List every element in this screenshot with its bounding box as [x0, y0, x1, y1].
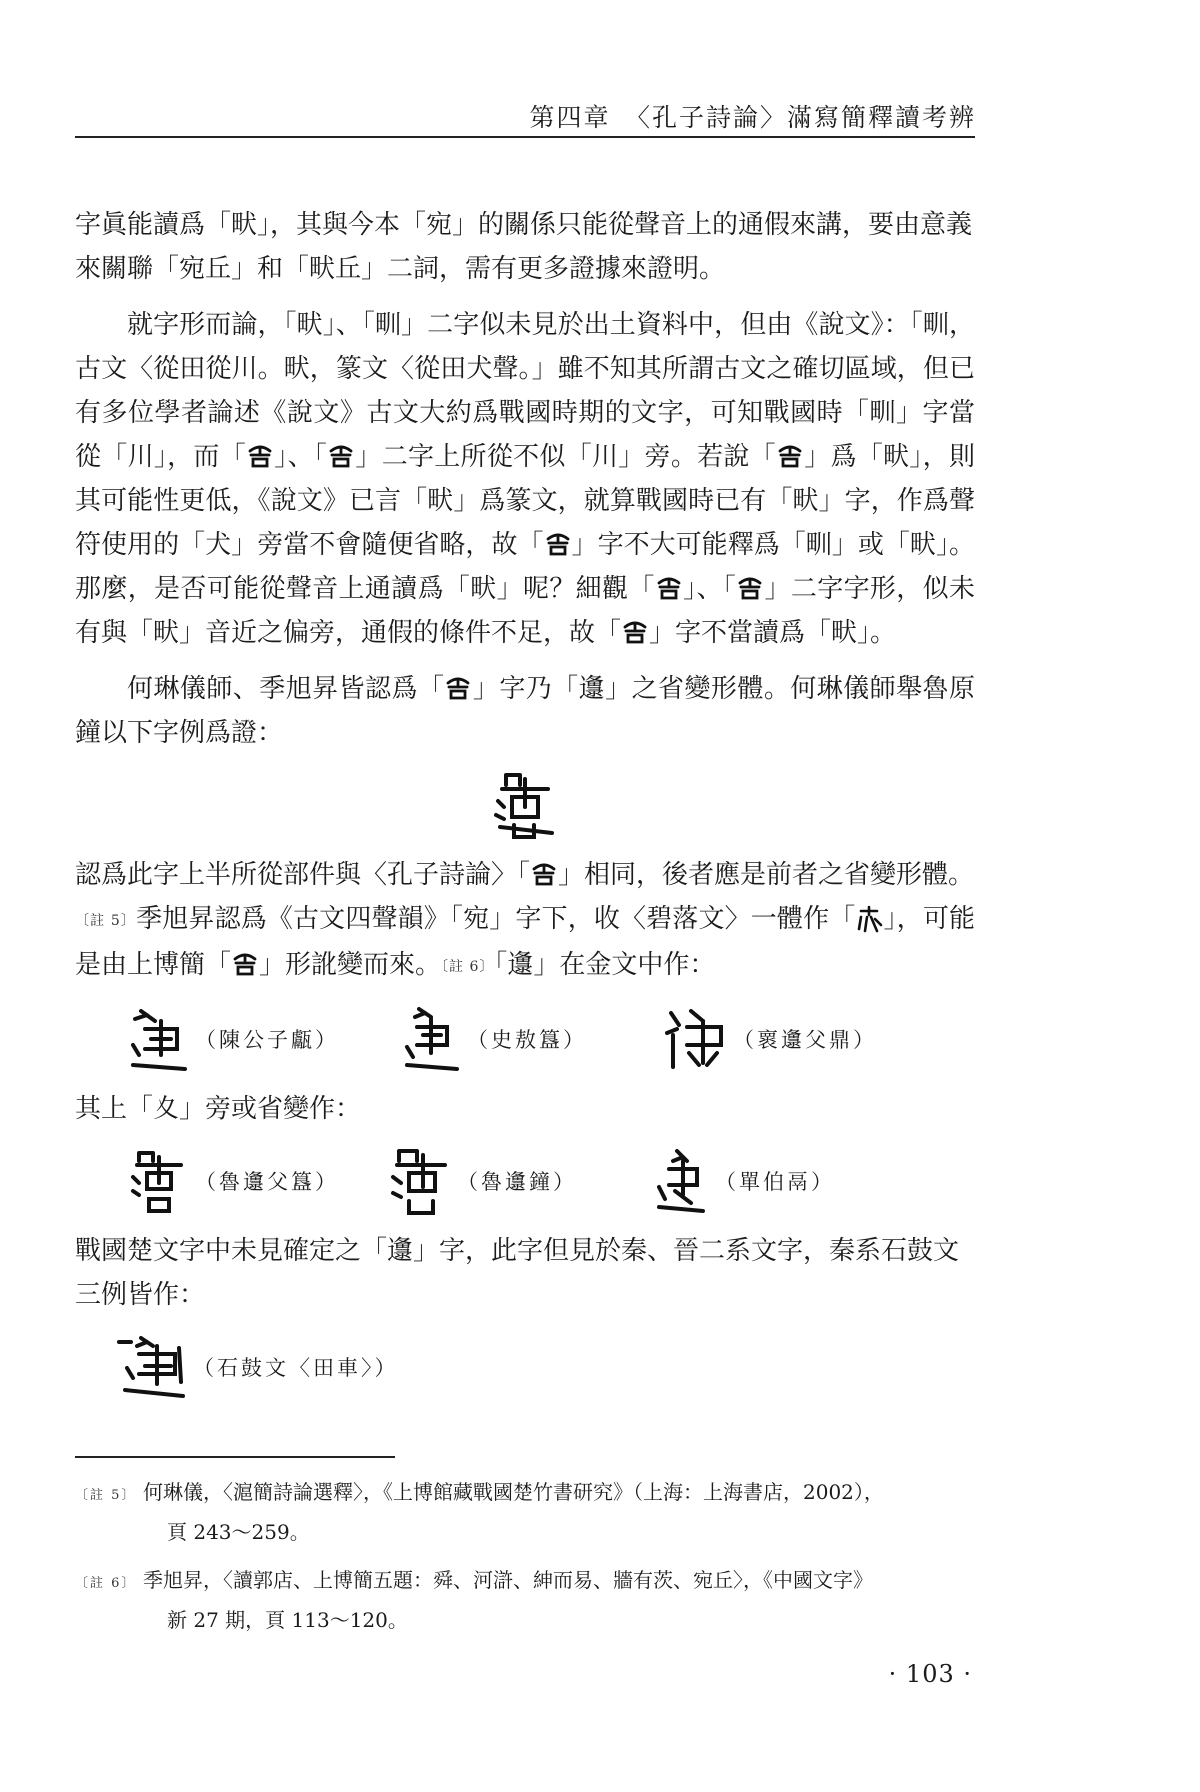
slip-glyph-image	[621, 619, 649, 645]
glyph-example: （石鼓文〈田車〉）	[117, 1332, 399, 1404]
glyph-example: （魯邍父簋）	[127, 1147, 339, 1217]
slip-glyph-image	[736, 575, 764, 601]
bilou-glyph-image	[855, 905, 883, 931]
main-text	[75, 203, 975, 1415]
footnotes	[75, 1474, 975, 1650]
slip-glyph-image	[530, 861, 558, 887]
bronze-glyph-image	[490, 767, 560, 843]
glyph-example: （陳公子甗）	[127, 1005, 339, 1075]
paragraph-6: 戰國楚文字中未見確定之「邍」字，此字但見於秦、晉二系文字，秦系石鼓文 三例皆作：	[75, 1236, 960, 1310]
glyph-example: （褱邍父鼎）	[663, 1005, 877, 1075]
footnote-tag: 〔註 6〕	[75, 1576, 137, 1591]
slip-glyph-image	[444, 675, 472, 701]
glyph-example: （單伯鬲）	[653, 1147, 835, 1217]
page-number: · 103 ·	[888, 1660, 972, 1688]
paragraph-5: 其上「夊」旁或省變作：	[75, 1094, 362, 1124]
glyph-example: （魯邍鐘）	[389, 1147, 577, 1217]
footnote-ref-6[interactable]: 〔註 6〕	[441, 959, 495, 975]
bronze-glyph-image	[401, 1005, 463, 1075]
slip-glyph-image	[231, 951, 259, 977]
footnote-5: 〔註 5〕 何琳儀，〈滬簡詩論選釋〉，《上博館藏戰國楚竹書研究》（上海：上海書店，2002）， 頁 243～259。	[75, 1480, 884, 1544]
stone-drum-glyph-image	[117, 1332, 189, 1404]
slip-glyph-image	[327, 443, 355, 469]
bronze-glyph-image	[663, 1005, 729, 1075]
running-header: 第四章 〈孔子詩論〉滿寫簡釋讀考辨	[529, 103, 976, 132]
paragraph-3: 何琳儀師、季旭昇皆認爲「 」字乃「邍」之省變形體。何琳儀師舉魯原鐘以下字例爲證：	[75, 674, 975, 748]
slip-glyph-image	[655, 575, 683, 601]
bronze-glyph-image	[127, 1147, 191, 1217]
reduced-forms-row	[75, 1143, 975, 1221]
footnote-rule	[75, 1456, 395, 1458]
bronze-glyph-image	[653, 1147, 711, 1217]
slip-glyph-image	[544, 531, 572, 557]
paragraph-2: 就字形而論，「畎」、「甽」二字似未見於出土資料中，但由《說文》：「甽，古文〈從田從川。畎，篆文〈從田犬聲。」雖不知其所謂古文之確切區域，但已有多位學者論述《說文》古文大約爲戰國時期的文字，可知戰國時「甽」字當從「川」，而「 」、「 」二字上所從不似「川」旁。若說「 」爲「畎」，則其可能性更低，《說文》已言「畎」爲篆文，就算戰國時已有「畎」字，作爲聲符使用的「犬」旁當不會隨便省略，故「 」字不大可能釋爲「甽」或「畎」。那麼，是否可能從聲音上通讀爲「畎」呢？細觀「 」、「 」二字字形，似未有與「畎」音近之偏旁，通假的條件不足，故「 」字不當讀爲「畎」。	[75, 310, 975, 648]
stone-drum-row	[75, 1329, 975, 1407]
glyph-example: （史敖簋）	[401, 1005, 587, 1075]
header-rule	[75, 136, 975, 138]
slip-glyph-image	[776, 443, 804, 469]
footnote-6: 〔註 6〕 季旭昇，〈讀郭店、上博簡五題：舜、河滸、紳而易、牆有茨、宛丘〉，《中國文字》 新 27 期，頁 113～120。	[75, 1568, 873, 1632]
bronze-glyph-image	[127, 1005, 191, 1075]
lu-yuan-bell-glyph	[75, 767, 975, 843]
slip-glyph-image	[246, 443, 274, 469]
paragraph-1: 字眞能讀爲「畎」，其與今本「宛」的關係只能從聲音上的通假來講，要由意義 來關聯「宛丘」和「畎丘」二詞，需有更多證據來證明。	[75, 210, 973, 284]
paragraph-4: 認爲此字上半所從部件與〈孔子詩論〉「 」相同，後者應是前者之省變形體。 〔註 5〕季旭昇認爲《古文四聲韻》「宛」字下，收〈碧落文〉一體作「 」，可能是由上博簡「 」形訛變而來。〔註 6〕「邍」在金文中作：	[75, 860, 975, 980]
footnote-ref-5[interactable]: 〔註 5〕	[75, 913, 137, 929]
bronze-glyph-image	[389, 1147, 453, 1217]
footnote-tag: 〔註 5〕	[75, 1488, 137, 1503]
bronze-forms-row	[75, 1001, 975, 1079]
